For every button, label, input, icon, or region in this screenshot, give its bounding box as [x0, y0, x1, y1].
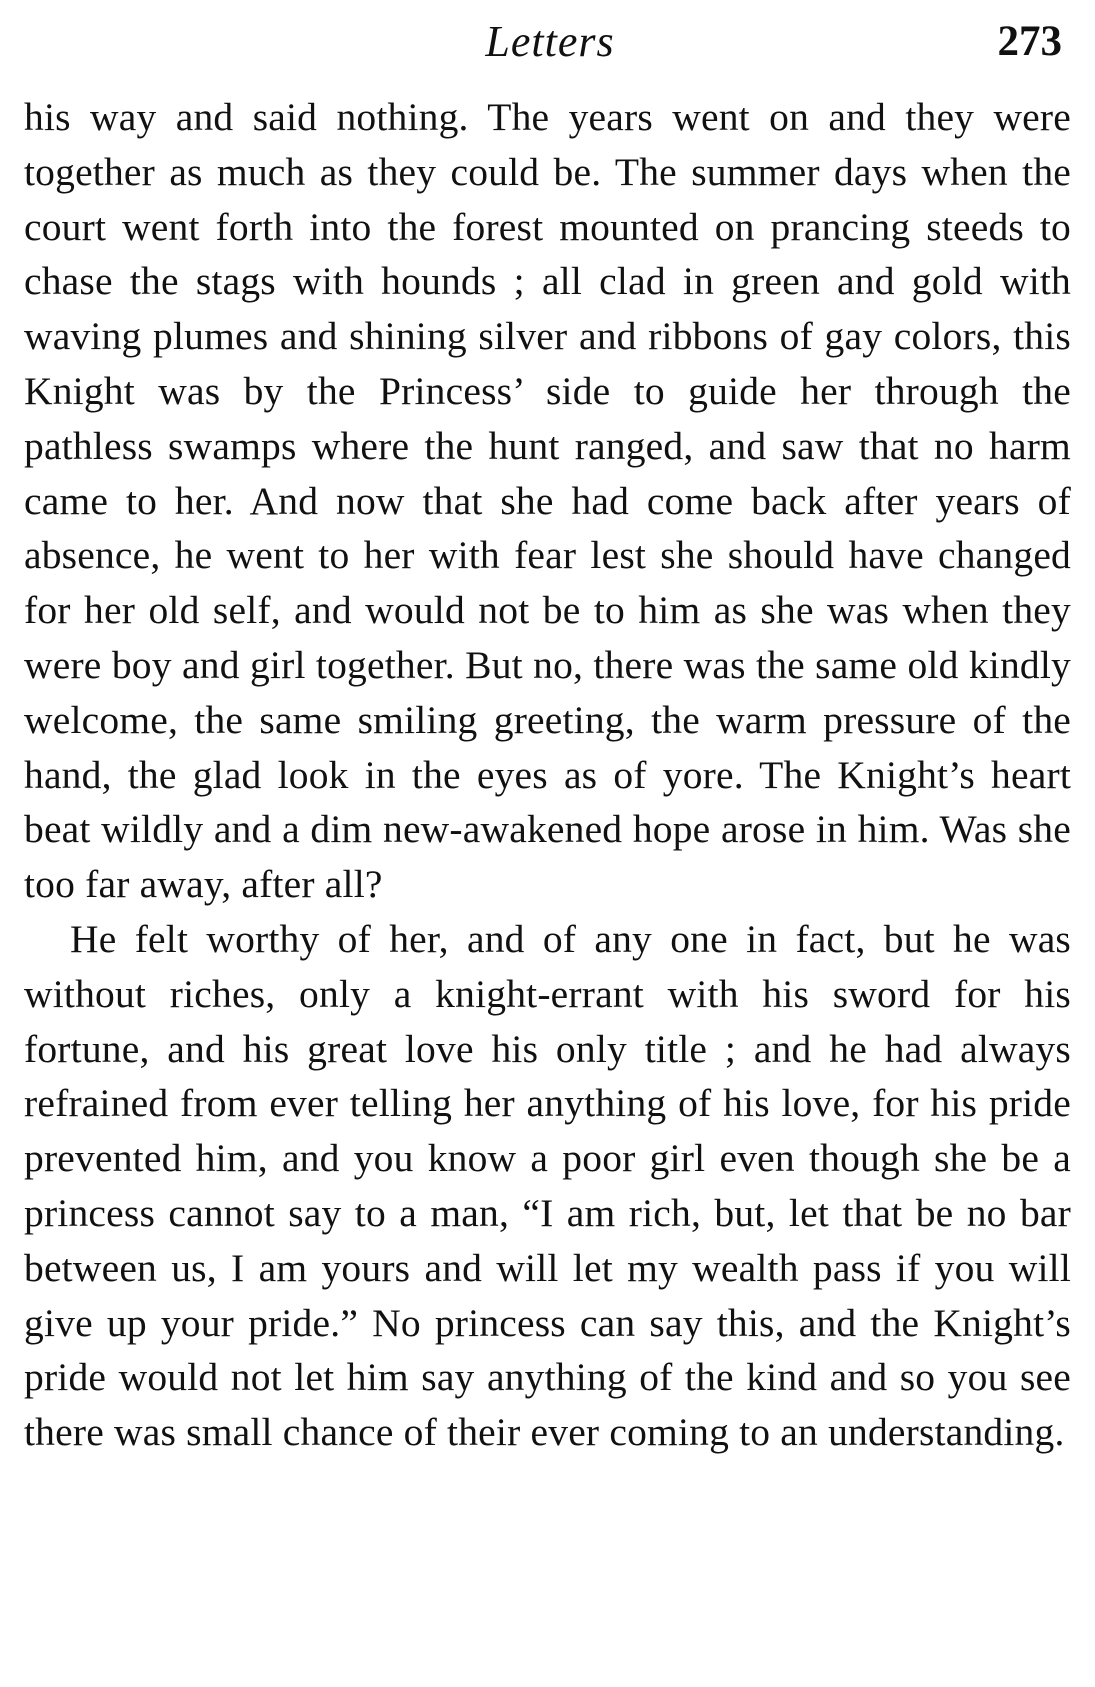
body-text — [24, 90, 1071, 1460]
running-head — [0, 12, 1095, 72]
running-title: Letters — [485, 17, 615, 66]
page-number: 273 — [997, 18, 1062, 65]
paragraph-continued: his way and said nothing. The years went on and they were together as much as they could be. The summer days when the court went forth into the forest mounted on prancing steeds to chase the stags with hounds ; all clad in green and gold with waving plumes and shining silver and ribbons of gay colors, this Knight was by the Princess’ side to guide her through the pathless swamps where the hunt ranged, and saw that no harm came to her. And now that she had come back after years of absence, he went to her with fear lest she should have changed for her old self, and would not be to him as she was when they were boy and girl together. But no, there was the same old kindly welcome, the same smiling greeting, the warm pressure of the hand, the glad look in the eyes as of yore. The Knight’s heart beat wildly and a dim new-awakened hope arose in him. Was she too far away, after all? — [24, 95, 1071, 907]
paragraph: He felt worthy of her, and of any one in fact, but he was without riches, only a knight-errant with his sword for his fortune, and his great love his only title ; and he had always refrained from ever telling her anything of his love, for his pride prevented him, and you know a poor girl even though she be a princess cannot say to a man, “I am rich, but, let that be no bar between us, I am yours and will let my wealth pass if you will give up your pride.” No princess can say this, and the Knight’s pride would not let him say anything of the kind and so you see there was small chance of their ever coming to an understanding. — [24, 916, 1071, 1455]
